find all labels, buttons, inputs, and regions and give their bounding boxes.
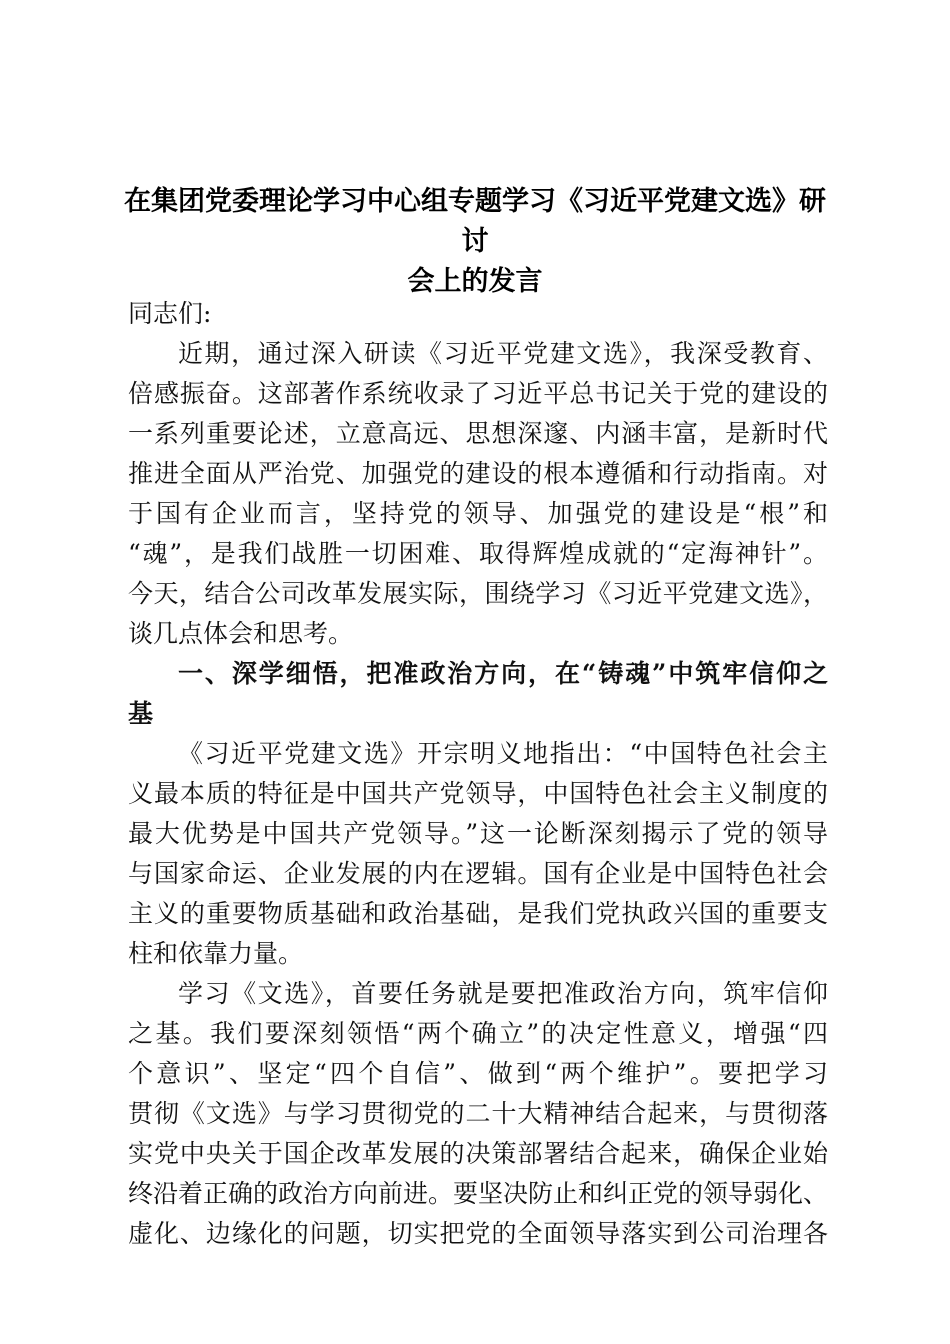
paragraph-line: 学习《文选》，首要任务就是要把准政治方向，筑牢信仰 — [178, 979, 828, 1008]
paragraph-line: 近期，通过深入研读《习近平党建文选》，我深受教育、 — [178, 339, 828, 368]
paragraph-line: 终沿着正确的政治方向前进。要坚决防止和纠正党的领导弱化、 — [128, 1179, 829, 1208]
paragraph — [128, 974, 828, 1254]
document-body — [128, 294, 828, 1254]
paragraph-line: 主义的重要物质基础和政治基础，是我们党执政兴国的重要支 — [128, 899, 828, 928]
paragraph-line: 与国家命运、企业发展的内在逻辑。国有企业是中国特色社会 — [128, 859, 828, 888]
paragraph-line: “魂”，是我们战胜一切困难、取得辉煌成就的“定海神针”。 — [128, 539, 828, 568]
paragraph-line: 《习近平党建文选》开宗明义地指出：“中国特色社会主 — [178, 739, 828, 768]
paragraph-line: 一系列重要论述，立意高远、思想深邃、内涵丰富，是新时代 — [128, 419, 828, 448]
paragraph-line: 推进全面从严治党、加强党的建设的根本遵循和行动指南。对 — [128, 459, 828, 488]
paragraph-line: 实党中央关于国企改革发展的决策部署结合起来，确保企业始 — [128, 1139, 828, 1168]
title-line: 在集团党委理论学习中心组专题学习《习近平党建文选》研讨 — [124, 186, 826, 257]
paragraph-line: 柱和依靠力量。 — [128, 939, 304, 968]
title-line: 会上的发言 — [407, 266, 543, 297]
paragraph — [128, 734, 828, 974]
paragraph-line: 义最本质的特征是中国共产党领导，中国特色社会主义制度的 — [128, 779, 828, 808]
document-title — [120, 182, 830, 302]
heading-line: 基 — [128, 699, 154, 728]
salutation: 同志们: — [128, 299, 212, 328]
paragraph-line: 虚化、边缘化的问题，切实把党的全面领导落实到公司治理各 — [128, 1219, 828, 1248]
section-heading — [128, 654, 828, 734]
paragraph-line: 今天，结合公司改革发展实际，围绕学习《习近平党建文选》， — [128, 579, 828, 608]
heading-line: 一、深学细悟，把准政治方向，在“铸魂”中筑牢信仰之 — [178, 659, 828, 688]
paragraph-line: 贯彻《文选》与学习贯彻党的二十大精神结合起来，与贯彻落 — [128, 1099, 828, 1128]
paragraph-line: 倍感振奋。这部著作系统收录了习近平总书记关于党的建设的 — [128, 379, 828, 408]
paragraph-line: 最大优势是中国共产党领导。”这一论断深刻揭示了党的领导 — [128, 819, 828, 848]
paragraph-line: 谈几点体会和思考。 — [128, 619, 354, 648]
paragraph — [128, 334, 828, 654]
paragraph-line: 个意识”、坚定“四个自信”、做到“两个维护”。要把学习 — [128, 1059, 828, 1088]
paragraph-line: 之基。我们要深刻领悟“两个确立”的决定性意义，增强“四 — [128, 1019, 828, 1048]
paragraph-line: 于国有企业而言，坚持党的领导、加强党的建设是“根”和 — [128, 499, 828, 528]
